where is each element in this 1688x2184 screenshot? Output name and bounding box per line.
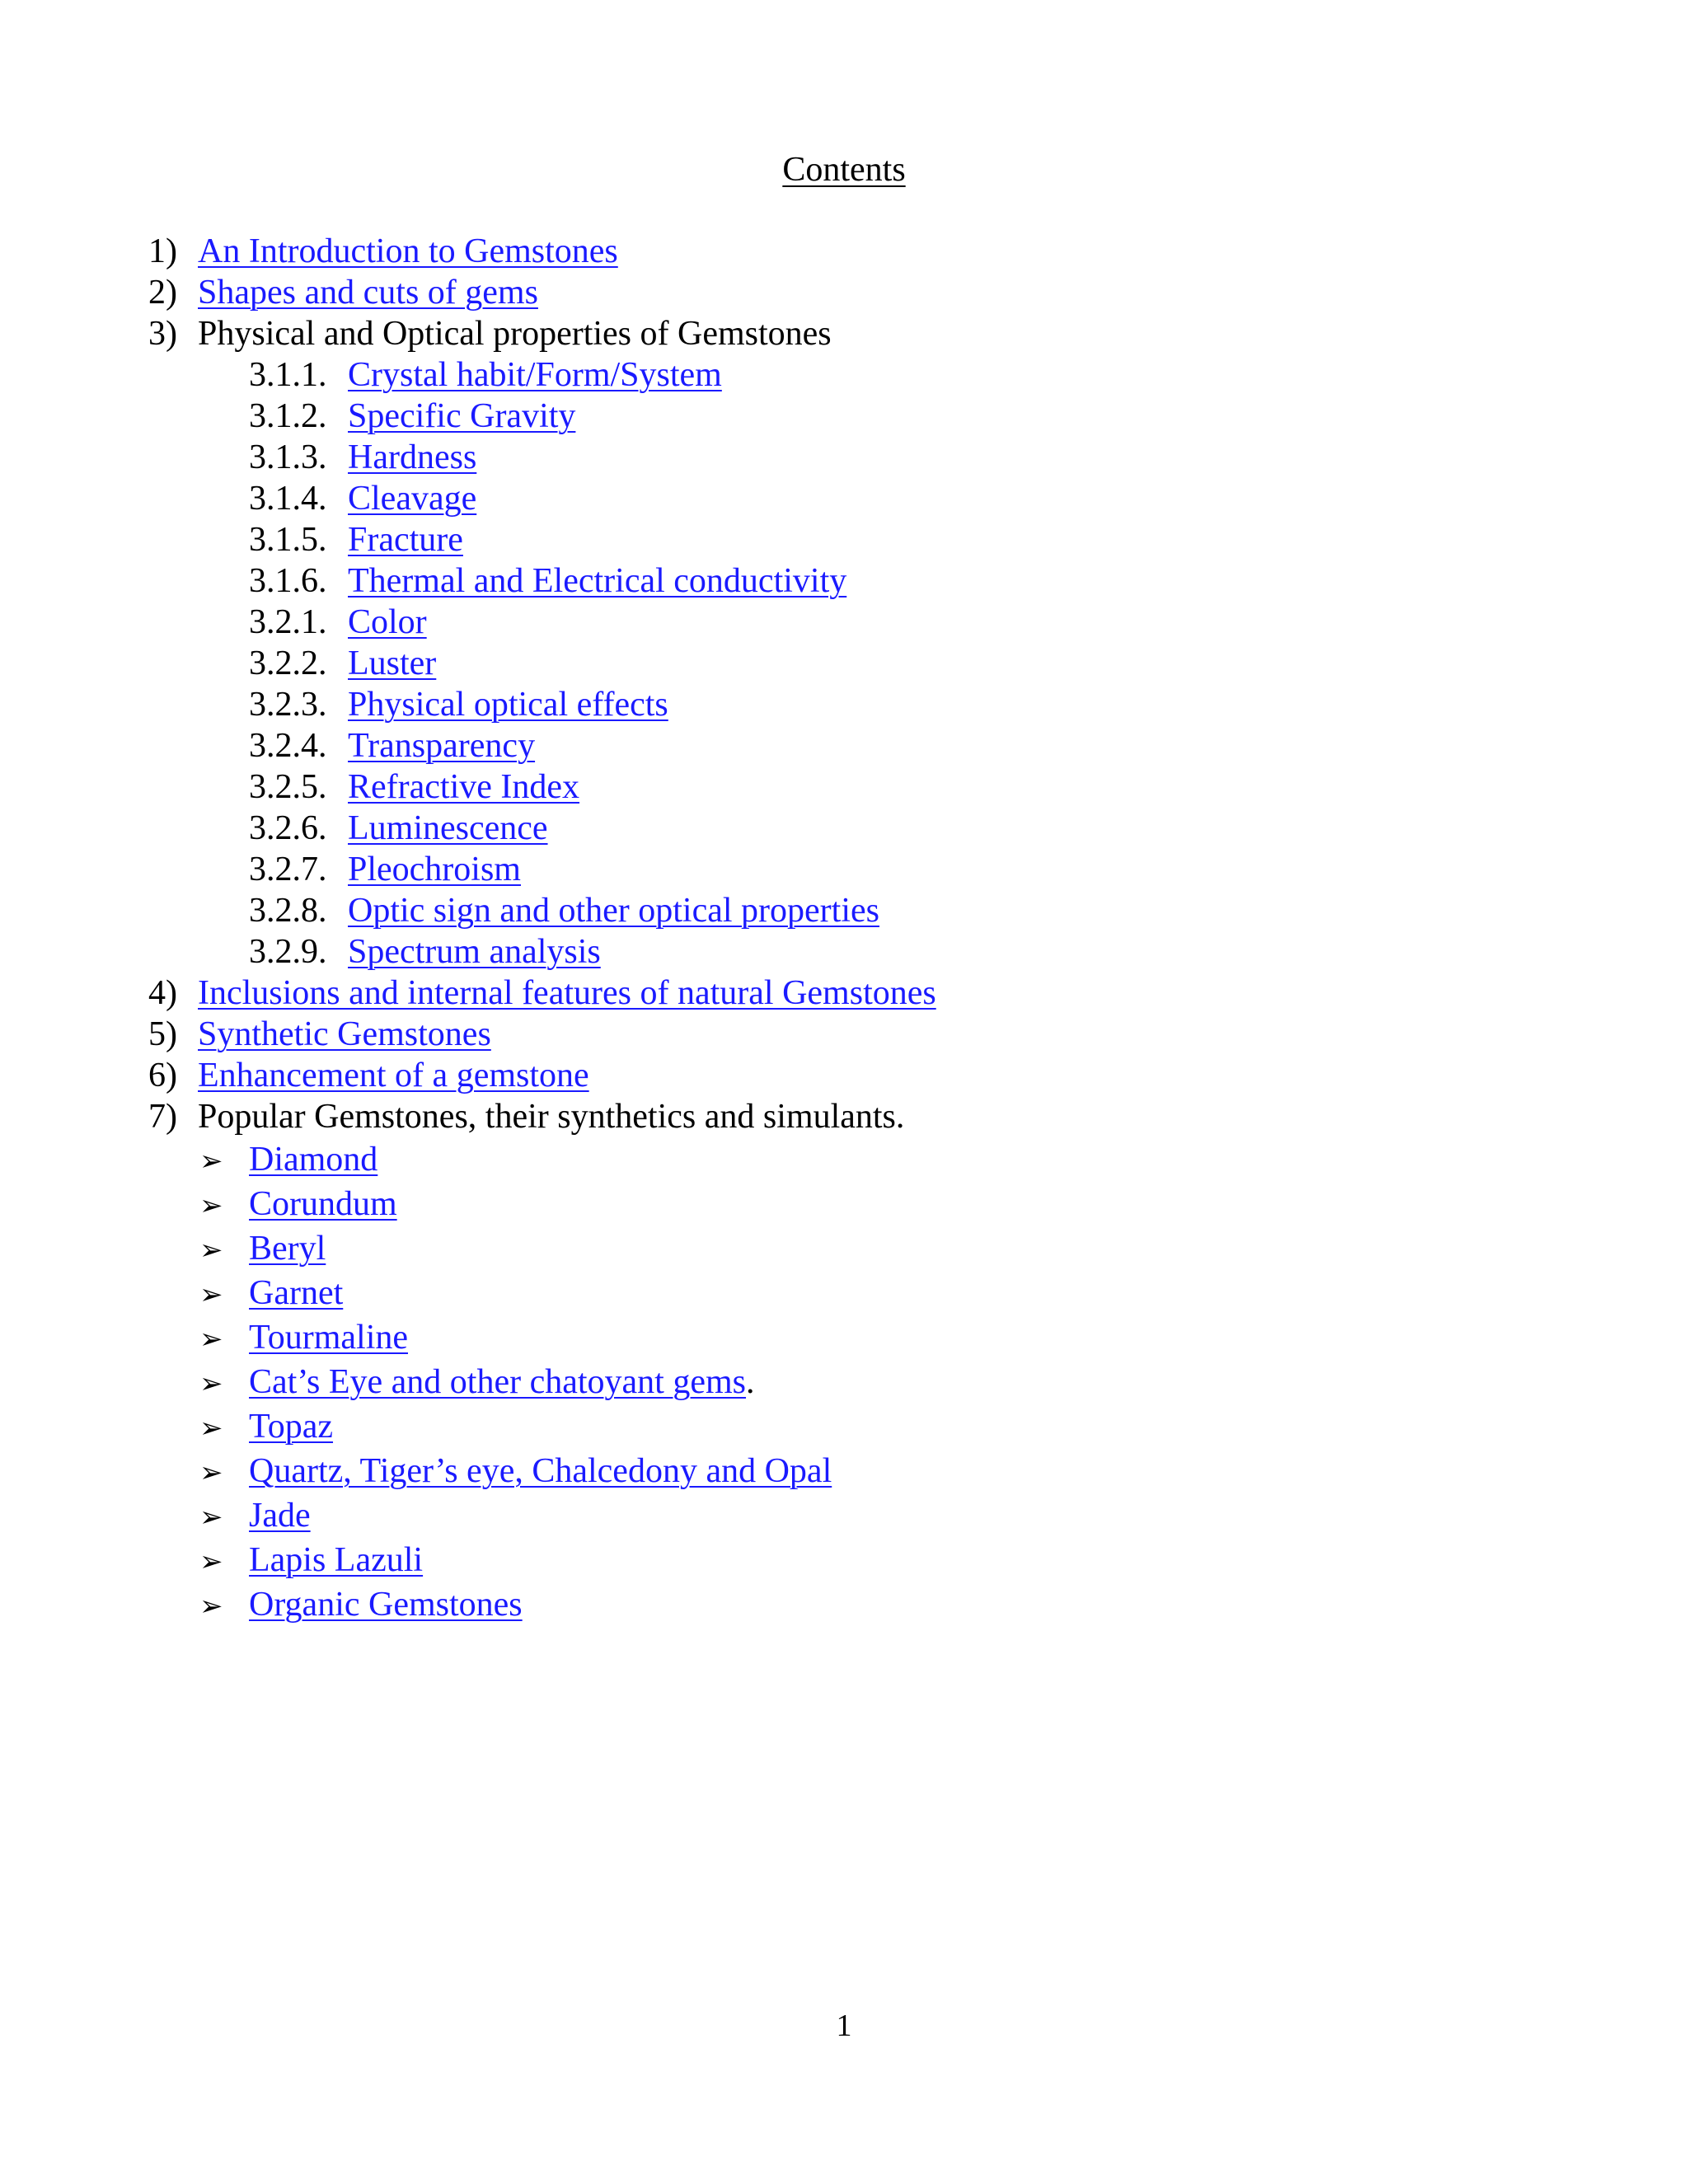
toc-link-conductivity[interactable]: Thermal and Electrical conductivity (348, 562, 847, 600)
toc-bullet-quartz (148, 1449, 1550, 1493)
toc-link-synthetic-gemstones[interactable]: Synthetic Gemstones (198, 1015, 491, 1053)
toc-heading-popular-gemstones: Popular Gemstones, their synthetics and simulants. (198, 1098, 905, 1136)
toc-link-shapes-and-cuts[interactable]: Shapes and cuts of gems (198, 274, 538, 312)
toc-bullet-cats-eye (148, 1360, 1550, 1404)
page-number: 1 (836, 2008, 852, 2043)
toc-number: 5) (148, 1015, 177, 1053)
toc-link-fracture[interactable]: Fracture (348, 521, 463, 559)
toc-subitem-3-2-7 (148, 849, 1550, 890)
toc-bullet-tourmaline (148, 1315, 1550, 1360)
toc-link-beryl[interactable]: Beryl (249, 1230, 326, 1268)
toc-item-4 (148, 972, 1550, 1014)
toc-subnumber: 3.1.1. (249, 356, 327, 394)
toc-subnumber: 3.1.6. (249, 562, 327, 600)
toc-subitem-3-1-6 (148, 560, 1550, 602)
toc-bullet-topaz (148, 1404, 1550, 1449)
toc-link-tourmaline[interactable]: Tourmaline (249, 1319, 408, 1357)
toc-link-transparency[interactable]: Transparency (348, 727, 536, 765)
toc-link-garnet[interactable]: Garnet (249, 1274, 344, 1312)
page-title (0, 147, 1688, 193)
toc-subnumber: 3.2.2. (249, 644, 327, 682)
toc-link-enhancement[interactable]: Enhancement of a gemstone (198, 1057, 589, 1094)
toc-link-corundum[interactable]: Corundum (249, 1185, 397, 1223)
toc-link-pleochroism[interactable]: Pleochroism (348, 851, 521, 888)
toc-bullet-beryl (148, 1226, 1550, 1271)
toc-link-hardness[interactable]: Hardness (348, 438, 477, 476)
toc-number: 4) (148, 974, 177, 1012)
table-of-contents (148, 231, 1550, 1627)
toc-link-quartz[interactable]: Quartz, Tiger’s eye, Chalcedony and Opal (249, 1452, 832, 1490)
toc-bullet-jade (148, 1493, 1550, 1538)
toc-subitem-3-2-9 (148, 931, 1550, 972)
arrow-bullet-icon: ➢ (199, 1234, 223, 1267)
toc-subitem-3-1-2 (148, 396, 1550, 437)
toc-number: 2) (148, 274, 177, 312)
toc-subitem-3-2-2 (148, 643, 1550, 684)
arrow-bullet-icon: ➢ (199, 1590, 223, 1623)
toc-subitem-3-2-5 (148, 766, 1550, 808)
toc-item-6 (148, 1055, 1550, 1096)
toc-subnumber: 3.2.8. (249, 892, 327, 930)
trailing-period: . (746, 1363, 755, 1401)
toc-subitem-3-2-6 (148, 808, 1550, 849)
toc-subitem-3-1-3 (148, 437, 1550, 478)
arrow-bullet-icon: ➢ (199, 1545, 223, 1578)
toc-item-3 (148, 313, 1550, 354)
toc-link-inclusions[interactable]: Inclusions and internal features of natural Gemstones (198, 974, 936, 1012)
toc-subnumber: 3.2.3. (249, 686, 327, 724)
toc-link-specific-gravity[interactable]: Specific Gravity (348, 397, 576, 435)
toc-subnumber: 3.2.9. (249, 933, 327, 971)
toc-subitem-3-1-1 (148, 354, 1550, 396)
toc-bullet-diamond (148, 1137, 1550, 1182)
arrow-bullet-icon: ➢ (199, 1145, 223, 1178)
toc-heading-properties: Physical and Optical properties of Gemstones (198, 315, 832, 353)
toc-link-cats-eye[interactable]: Cat’s Eye and other chatoyant gems (249, 1363, 746, 1401)
arrow-bullet-icon: ➢ (199, 1189, 223, 1222)
toc-subnumber: 3.1.2. (249, 397, 327, 435)
toc-subitem-3-2-1 (148, 602, 1550, 643)
toc-link-jade[interactable]: Jade (249, 1497, 311, 1535)
toc-subitem-3-1-5 (148, 519, 1550, 560)
arrow-bullet-icon: ➢ (199, 1367, 223, 1400)
toc-link-refractive-index[interactable]: Refractive Index (348, 768, 580, 806)
toc-link-luminescence[interactable]: Luminescence (348, 809, 548, 847)
toc-subnumber: 3.2.5. (249, 768, 327, 806)
toc-link-cleavage[interactable]: Cleavage (348, 480, 477, 518)
toc-link-luster[interactable]: Luster (348, 644, 437, 682)
toc-bullet-lapis-lazuli (148, 1538, 1550, 1582)
toc-link-lapis-lazuli[interactable]: Lapis Lazuli (249, 1541, 424, 1579)
toc-link-organic-gemstones[interactable]: Organic Gemstones (249, 1586, 523, 1624)
arrow-bullet-icon: ➢ (199, 1501, 223, 1534)
toc-link-color[interactable]: Color (348, 603, 427, 641)
toc-subnumber: 3.1.3. (249, 438, 327, 476)
toc-subnumber: 3.2.4. (249, 727, 327, 765)
toc-subnumber: 3.2.7. (249, 851, 327, 888)
toc-number: 7) (148, 1098, 177, 1136)
contents-heading: Contents (782, 151, 906, 189)
toc-bullet-organic-gemstones (148, 1582, 1550, 1627)
toc-subnumber: 3.1.5. (249, 521, 327, 559)
toc-link-topaz[interactable]: Topaz (249, 1408, 334, 1446)
toc-bullet-corundum (148, 1182, 1550, 1226)
toc-link-crystal-habit[interactable]: Crystal habit/Form/System (348, 356, 722, 394)
toc-subitem-3-1-4 (148, 478, 1550, 519)
toc-subnumber: 3.2.6. (249, 809, 327, 847)
toc-item-5 (148, 1014, 1550, 1055)
toc-subnumber: 3.2.1. (249, 603, 327, 641)
arrow-bullet-icon: ➢ (199, 1278, 223, 1311)
toc-link-optic-sign[interactable]: Optic sign and other optical properties (348, 892, 879, 930)
toc-item-7 (148, 1096, 1550, 1137)
toc-bullet-garnet (148, 1271, 1550, 1315)
toc-link-spectrum-analysis[interactable]: Spectrum analysis (348, 933, 601, 971)
toc-link-diamond[interactable]: Diamond (249, 1141, 378, 1179)
toc-subitem-3-2-3 (148, 684, 1550, 725)
arrow-bullet-icon: ➢ (199, 1456, 223, 1489)
toc-subitem-3-2-4 (148, 725, 1550, 766)
toc-number: 6) (148, 1057, 177, 1094)
toc-item-1 (148, 231, 1550, 272)
toc-number: 1) (148, 232, 177, 270)
toc-link-introduction[interactable]: An Introduction to Gemstones (198, 232, 618, 270)
toc-subitem-3-2-8 (148, 890, 1550, 931)
toc-number: 3) (148, 315, 177, 353)
arrow-bullet-icon: ➢ (199, 1412, 223, 1445)
toc-item-2 (148, 272, 1550, 313)
toc-subnumber: 3.1.4. (249, 480, 327, 518)
toc-link-physical-optical-effects[interactable]: Physical optical effects (348, 686, 668, 724)
arrow-bullet-icon: ➢ (199, 1323, 223, 1356)
